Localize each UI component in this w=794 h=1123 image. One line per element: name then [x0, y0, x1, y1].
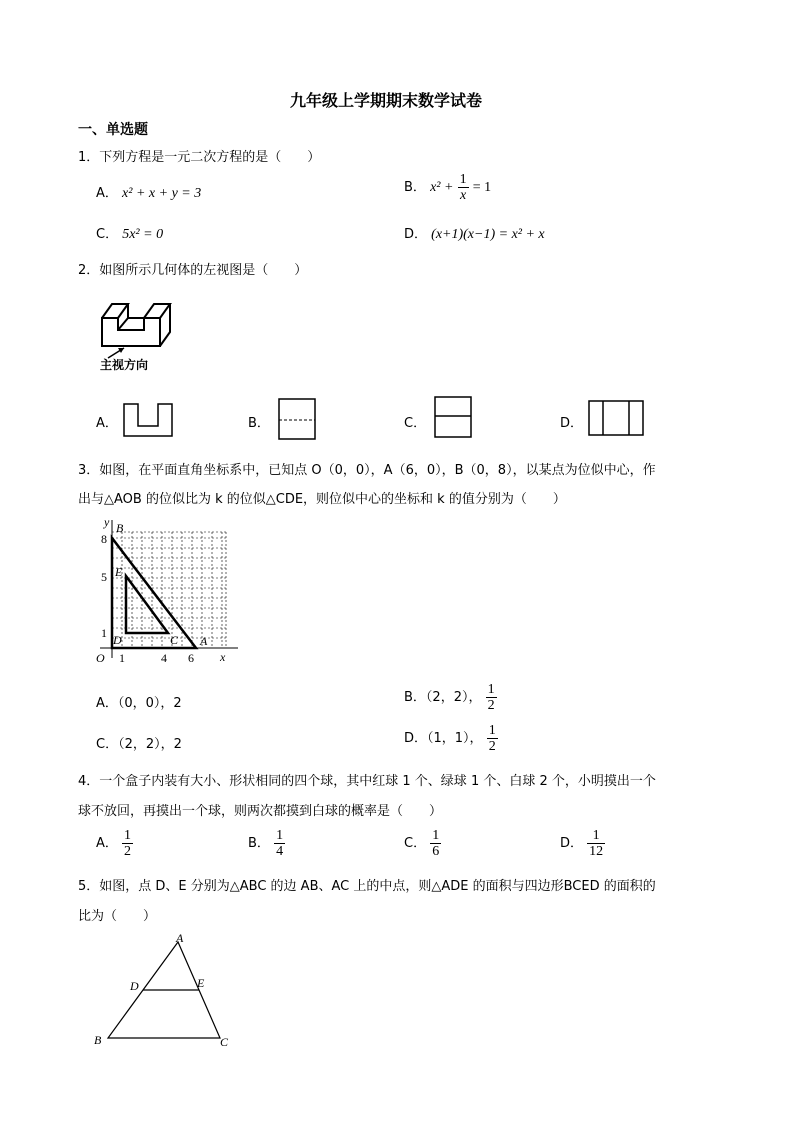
q5-point-e: E: [197, 976, 205, 990]
q2-stem: 2．如图所示几何体的左视图是（ ）: [78, 263, 308, 278]
q3-d-den: 2: [488, 739, 496, 754]
q4-c-den: 6: [432, 844, 440, 859]
q4-b-label: B．: [248, 836, 270, 851]
q3-line1: 3．如图，在平面直角坐标系中，已知点 O（0，0），A（6，0），B（0，8），以某点为位似中心，作: [78, 463, 656, 478]
q3-point-c: C: [170, 633, 179, 647]
q1-option-d[interactable]: [404, 223, 545, 243]
q4-b-fraction: [274, 828, 285, 859]
q2-fig-label: 主视方向: [100, 358, 149, 372]
q3-tick-x4: 4: [161, 651, 167, 665]
q1-b-expr-right: = 1: [472, 180, 492, 195]
q2-c-label: C．: [404, 416, 427, 431]
q2-d-label: D．: [560, 416, 584, 431]
q3-x-axis-label: x: [220, 650, 226, 664]
q4-a-label: A．: [96, 836, 118, 851]
q1-option-b[interactable]: [404, 172, 491, 203]
q4-d-fraction: [587, 828, 605, 859]
q2-option-d[interactable]: [560, 412, 583, 431]
q1-a-label: A．: [96, 186, 118, 201]
q5-triangle-figure: [90, 930, 240, 1050]
q4-d-num: 1: [587, 828, 605, 844]
q3-origin-label: O: [96, 651, 105, 665]
q3-d-text: D．（1，1），: [404, 731, 483, 746]
q2-a-view-icon: [122, 402, 176, 438]
q3-coordinate-graph: [90, 512, 250, 672]
q3-b-fraction: [486, 682, 497, 713]
q4-line2: 球不放回，再摸出一个球，则两次都摸到白球的概率是（ ）: [78, 804, 443, 819]
q2-a-label: A．: [96, 416, 118, 431]
q5-line1: 5．如图，点 D、E 分别为△ABC 的边 AB、AC 上的中点，则△ADE 的面积与四边形BCED 的面积的: [78, 879, 656, 894]
q3-line2: 出与△AOB 的位似比为 k 的位似△CDE，则位似中心的坐标和 k 的值分别为（ ）: [78, 492, 566, 507]
q2-d-view-icon: [588, 400, 646, 438]
q3-point-d: D: [113, 633, 122, 647]
q3-option-b[interactable]: [404, 682, 497, 713]
q2-c-view-icon: [434, 396, 474, 440]
q1-stem: 1．下列方程是一元二次方程的是（ ）: [78, 150, 321, 165]
q2-option-a[interactable]: [96, 412, 118, 431]
q4-option-d[interactable]: [560, 828, 605, 859]
q4-c-num: 1: [432, 828, 440, 843]
q4-line1: 4．一个盒子内装有大小、形状相同的四个球，其中红球 1 个、绿球 1 个、白球 2 个，小明摸出一个: [78, 774, 656, 789]
q3-tick-x6: 6: [188, 651, 194, 665]
q1-option-a[interactable]: [96, 182, 201, 202]
q4-a-fraction: [122, 828, 133, 859]
q1-d-expr: (x+1)(x−1) = x² + x: [431, 227, 545, 242]
q1-a-expr: x² + x + y = 3: [122, 186, 202, 201]
q3-tick-y1: 1: [101, 626, 107, 640]
q1-b-fraction: [458, 172, 469, 203]
q3-point-a: A: [200, 634, 208, 648]
q3-point-b: B: [116, 521, 124, 535]
q3-point-e: E: [115, 565, 123, 579]
page-title: 九年级上学期期末数学试卷: [290, 91, 483, 110]
q5-point-a: A: [176, 931, 184, 945]
q5-point-c: C: [220, 1035, 229, 1049]
q3-tick-y5: 5: [101, 570, 107, 584]
q3-option-d[interactable]: [404, 723, 498, 754]
q4-b-num: 1: [276, 828, 284, 843]
q4-option-a[interactable]: [96, 828, 133, 859]
q4-b-den: 4: [276, 844, 284, 859]
q4-c-fraction: [430, 828, 441, 859]
q1-b-den: x: [459, 188, 467, 203]
q4-a-num: 1: [124, 828, 132, 843]
q1-option-c[interactable]: [96, 223, 163, 243]
q5-point-d: D: [130, 979, 139, 993]
q4-d-den: 12: [589, 844, 604, 859]
q3-b-text: B．（2，2），: [404, 690, 482, 705]
q4-d-label: D．: [560, 836, 584, 851]
section-heading: 一、单选题: [78, 122, 148, 138]
q3-b-num: 1: [487, 682, 495, 697]
q3-y-axis-label: y: [104, 515, 110, 529]
q1-b-expr-left: x² +: [430, 180, 454, 195]
q4-option-b[interactable]: [248, 828, 285, 859]
q1-b-num: 1: [459, 172, 467, 187]
q2-b-label: B．: [248, 416, 270, 431]
q5-line2: 比为（ ）: [78, 909, 157, 924]
q1-c-label: C．: [96, 227, 119, 242]
q4-a-den: 2: [124, 844, 132, 859]
q3-tick-x1: 1: [119, 651, 125, 665]
q2-option-c[interactable]: [404, 412, 426, 431]
q2-option-b[interactable]: [248, 412, 270, 431]
q4-option-c[interactable]: [404, 828, 441, 859]
q3-d-fraction: [487, 723, 498, 754]
q3-b-den: 2: [487, 698, 495, 713]
q3-option-c[interactable]: C．（2，2），2: [96, 737, 182, 752]
q1-c-expr: 5x² = 0: [122, 227, 164, 242]
q3-d-num: 1: [488, 723, 496, 738]
q2-b-view-icon: [278, 398, 318, 442]
q4-c-label: C．: [404, 836, 427, 851]
q5-point-b: B: [94, 1033, 102, 1047]
q3-tick-y8: 8: [101, 532, 107, 546]
q1-b-label: B．: [404, 180, 426, 195]
q3-option-a[interactable]: A．（0，0），2: [96, 696, 182, 711]
q1-d-label: D．: [404, 227, 428, 242]
